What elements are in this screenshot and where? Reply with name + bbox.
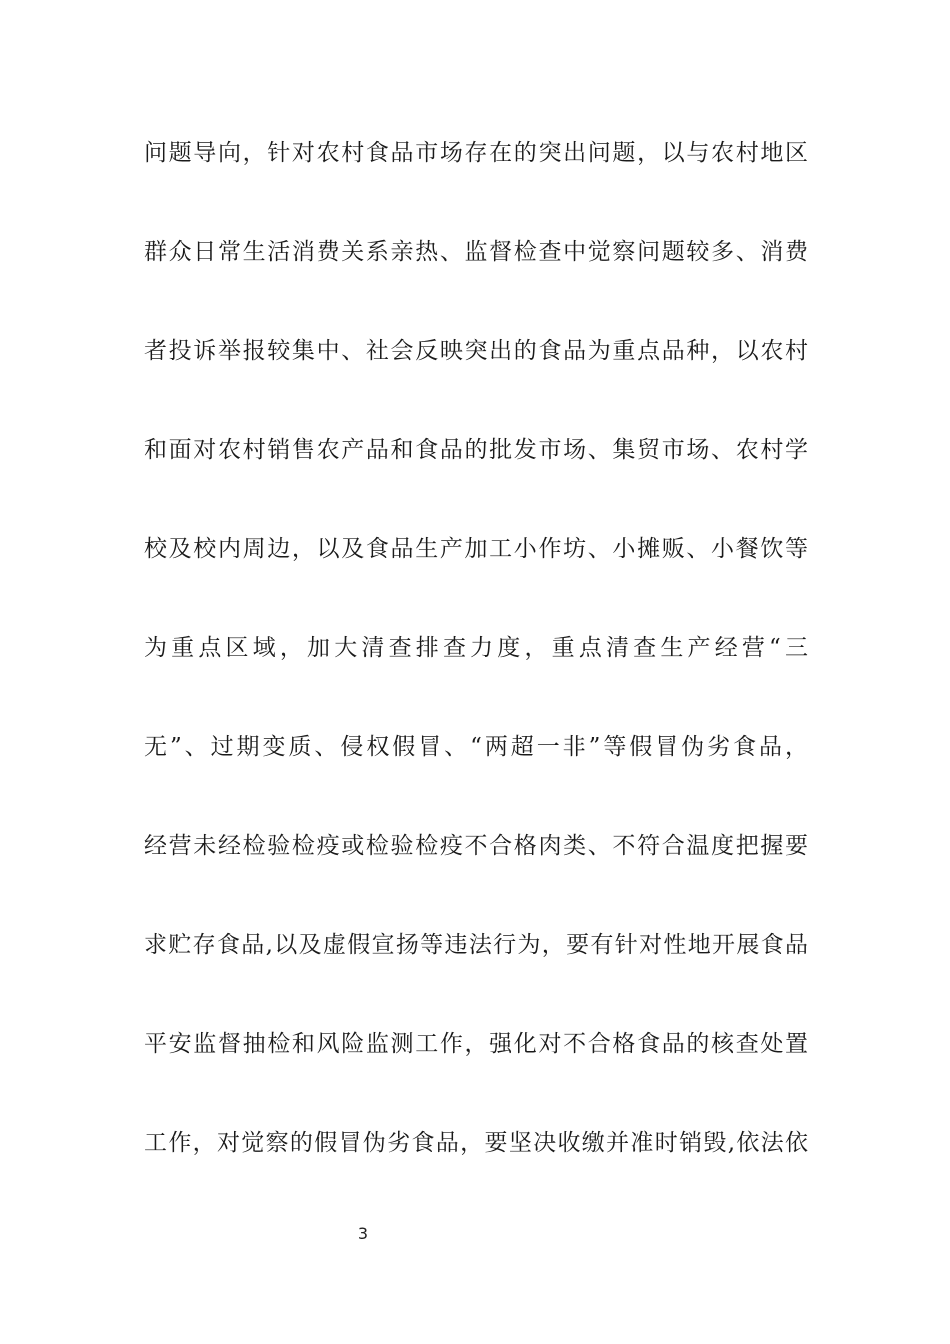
text-line: 为重点区域，加大清查排查力度，重点清查生产经营“三	[144, 635, 808, 661]
text-line: 无”、过期变质、侵权假冒、“两超一非”等假冒伪劣食品，	[144, 734, 808, 760]
text-line: 和面对农村销售农产品和食品的批发市场、集贸市场、农村学	[144, 437, 808, 463]
text-line: 工作，对觉察的假冒伪劣食品，要坚决收缴并准时销毁,依法依	[144, 1130, 808, 1156]
text-line: 者投诉举报较集中、社会反映突出的食品为重点品种，以农村	[144, 338, 808, 364]
text-line: 校及校内周边，以及食品生产加工小作坊、小摊贩、小餐饮等	[144, 536, 808, 562]
text-line: 群众日常生活消费关系亲热、监督检查中觉察问题较多、消费	[144, 239, 808, 265]
body-text	[144, 104, 808, 1193]
text-line: 平安监督抽检和风险监测工作，强化对不合格食品的核查处置	[144, 1031, 808, 1057]
text-line: 问题导向，针对农村食品市场存在的突出问题，以与农村地区	[144, 140, 808, 166]
text-line: 求贮存食品,以及虚假宣扬等违法行为，要有针对性地开展食品	[144, 932, 808, 958]
text-line: 经营未经检验检疫或检验检疫不合格肉类、不符合温度把握要	[144, 833, 808, 859]
page-number: 3	[357, 1224, 369, 1243]
